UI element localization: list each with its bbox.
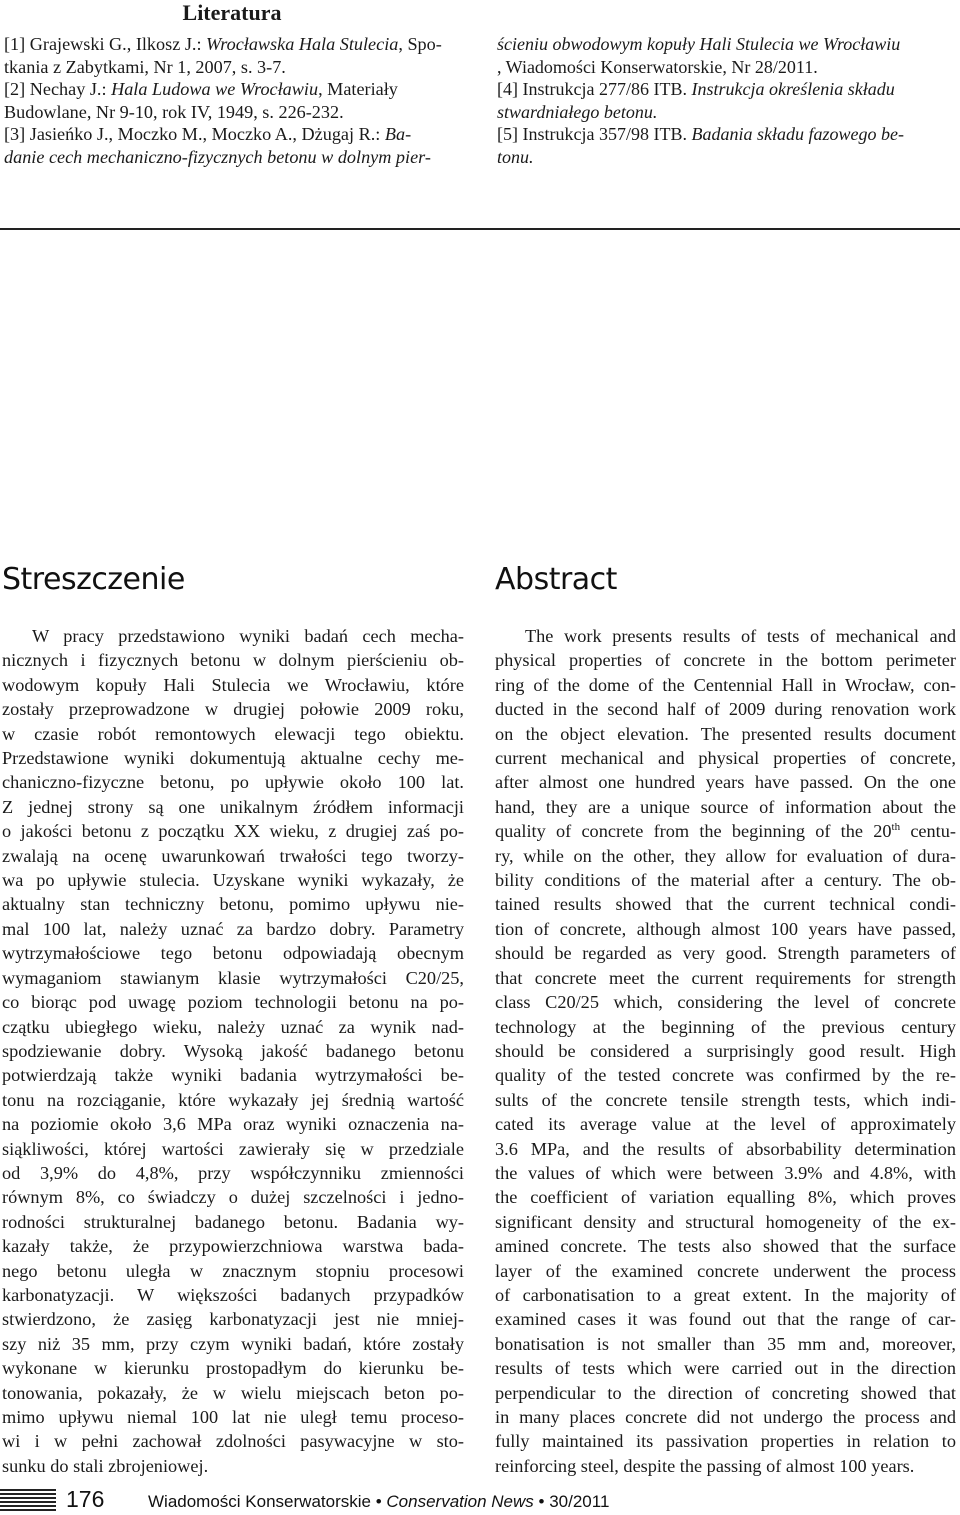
body-line: class C20/25 which, considering the level of concrete [495,992,956,1013]
body-line: karbonatyzacji. W większości badanych przypadków [2,1284,464,1305]
body-line: co biorąc pod uwagę poziom technologii betonu na po- [2,992,464,1013]
body-line: fully maintained its passivation properties in relation to [495,1431,956,1452]
journal-footer [148,1492,609,1512]
page-number: 176 [66,1486,105,1512]
body-line: tion of concrete, although almost 100 years have passed, [495,918,956,939]
reference-line: ścieniu obwodowym kopuły Hali Stulecia we Wrocławiu [497,34,901,54]
body-line: in many places concrete did not undergo the process and [495,1407,956,1427]
footer-ornament-line [0,1509,56,1511]
body-line: Z jednej strony są one unikalnym źródłem informacji [2,796,464,817]
body-line: wymaganiom stawianym klasie wytrzymałości C20/25, [2,967,464,988]
body-line: current mechanical and physical properties of concrete, [495,748,956,769]
body-line: amined concrete. The tests also showed that the surface [495,1236,956,1257]
body-line: wytrzymałościowe tego betonu odpowiadają obecnym [2,943,464,964]
body-line: kazały także, że przypowierzchniowa warstwa bada- [2,1236,464,1257]
body-line: results of tests which were carried out in the direction [495,1358,956,1379]
body-line: wodowym kopuły Hali Stulecia we Wrocławiu, które [2,674,464,695]
body-line: The work presents results of tests of mechanical and [525,626,956,646]
body-line: the coefficient of variation equalling 8%, which proves [495,1187,956,1208]
body-line: physical properties of concrete in the bottom perimeter [495,650,956,671]
reference-line: , Wiadomości Konserwatorskie, Nr 28/2011. [497,56,818,77]
body-line: that concrete meet the current requirements for strength [495,967,956,988]
body-line: nicznych i fizycznych betonu w dolnym pierścieniu ob- [2,650,464,671]
streszczenie-heading: Streszczenie [2,562,185,597]
reference-line: tonu. [497,146,534,167]
body-line: na poziomie około 3,6 MPa oraz wyniki oznaczenia na- [2,1114,464,1135]
references-heading: Literatura [182,0,282,25]
abstract-heading: Abstract [495,562,617,597]
body-line: tonowania, pokazały, że w wielu miejscach beton po- [2,1382,464,1403]
body-line: tained results showed that the current technical condi- [495,894,956,915]
body-line: zwalają na ocenę uwarunkowań trwałości tego tworzy- [2,845,464,866]
body-line: nego betonu uległa w znacznym stopniu procesowi [2,1260,464,1281]
body-line: cated its average value at the level of approximately [495,1114,956,1135]
reference-5 [497,123,959,168]
body-line: chaniczno-fizyczne betonu, po upływie około 100 lat. [2,772,464,793]
body-line: reinforcing steel, despite the passing of almost 100 years. [495,1455,915,1476]
body-line: szy niż 35 mm, przy czym wyniki badań, które zostały [2,1333,464,1354]
body-line: o jakości betonu z początku XX wieku, z drugiej zaś po- [2,821,464,842]
body-line: of carbonatisation to a great extent. In the majority of [495,1284,956,1305]
reference-line: stwardniałego betonu. [497,101,658,122]
body-line: siąkliwości, której wartości zawierały się w przedziale [2,1138,464,1159]
journal-name-en: Conservation News [386,1492,534,1511]
body-line: W pracy przedstawiono wyniki badań cech mecha- [32,626,464,646]
body-line: spodziewanie dobry. Wysoką jakość badanego betonu [2,1040,464,1061]
body-line: aktualny stan techniczny betonu, pomimo upływu nie- [2,894,464,915]
footer-bullet: • [538,1492,545,1511]
body-line: sunku do stali zbrojeniowej. [2,1455,209,1476]
body-line: hand, they are a unique source of information about the [495,796,956,817]
abstract-body [495,624,956,1478]
body-line: after almost one hundred years have passed. On the one [495,772,956,793]
footer-ornament-line [0,1489,56,1491]
footer-bullet: • [375,1492,382,1511]
reference-line: [4] Instrukcja 277/86 ITB. Instrukcja określenia składu [497,79,895,99]
body-line: 3.6 MPa, and the results of absorbability determination [495,1138,956,1159]
journal-issue: 30/2011 [549,1492,610,1511]
body-line: czątku ubiegłego wieku, należy uznać za wynik nad- [2,1016,464,1037]
streszczenie-body [2,624,464,1478]
reference-line: [2] Nechay J.: Hala Ludowa we Wrocławiu, Materiały [4,79,398,99]
body-line: w czasie robót remontowych elewacji tego obiektu. [2,723,464,744]
body-line: ring of the dome of the Centennial Hall in Wrocław, con- [495,674,956,695]
body-line: stwierdzono, że zasięg karbonatyzacji jest nie mniej- [2,1309,464,1330]
body-line: significant density and structural homogeneity of the ex- [495,1211,956,1232]
body-line: równym 8%, co świadczy o dużej szczelności i jedno- [2,1187,464,1208]
body-line: zostały przeprowadzone w drugiej połowie 2009 roku, [2,699,464,720]
reference-line: [5] Instrukcja 357/98 ITB. Badania składu fazowego be- [497,124,904,144]
footer-ornament-line [0,1497,56,1499]
body-line: bonatisation is not smaller than 35 mm and, moreover, [495,1333,956,1354]
reference-line: Budowlane, Nr 9-10, rok IV, 1949, s. 226-232. [4,101,344,122]
reference-line: [3] Jasieńko J., Moczko M., Moczko A., Dżugaj R.: Ba- [4,124,412,144]
body-line: tonu na rozciąganie, które wykazały jej średnią wartość [2,1089,464,1110]
body-line: wa po upływie stulecia. Uzyskane wyniki wykazały, że [2,870,464,891]
body-line: mimo upływu niemal 100 lat nie uległ temu proceso- [2,1407,464,1427]
body-line: Przedstawione wyniki dokumentują aktualne cechy me- [2,748,464,769]
body-line: on the object elevation. The presented results document [495,723,956,744]
body-line: layer of the examined concrete underwent the process [495,1260,956,1281]
body-line: mal 100 lat, należy uznać za bardzo dobry. Parametry [2,918,464,939]
body-line: perpendicular to the direction of concreting showed that [495,1382,956,1403]
body-line: wykonane w kierunku prostopadłym do kierunku be- [2,1358,464,1379]
body-line: sults of the concrete tensile strength tests, which indi- [495,1089,956,1110]
body-line: technology at the beginning of the previous century [495,1016,956,1037]
body-line: bility conditions of the material after a century. The ob- [495,870,956,891]
reference-line: [1] Grajewski G., Ilkosz J.: Wrocławska Hala Stulecia, Spo- [4,34,442,54]
body-line: ducted in the second half of 2009 during renovation work [495,699,956,720]
reference-line: tkania z Zabytkami, Nr 1, 2007, s. 3-7. [4,56,286,77]
reference-3 [4,123,450,168]
body-line: od 3,9% do 4,8%, przy współczynniku zmienności [2,1162,464,1183]
reference-4 [497,78,959,123]
journal-name-pl: Wiadomości Konserwatorskie [148,1492,371,1511]
body-line: ry, while on the other, they allow for evaluation of dura- [495,845,956,866]
reference-1 [4,33,450,78]
footer-ornament-line [0,1501,56,1503]
body-line: should be considered a surprisingly good result. High [495,1040,956,1061]
footer-ornament [0,1489,56,1513]
reference-line: danie cech mechaniczno-fizycznych betonu w dolnym pier- [4,146,431,167]
body-line: the values of which were between 3.9% and 4.8%, with [495,1162,956,1183]
body-line: wi i w pełni zachował zdolności pasywacyjne w sto- [2,1431,464,1452]
footer-ornament-line [0,1505,56,1507]
footer-ornament-line [0,1493,56,1495]
reference-2 [4,78,450,123]
reference-3-continued [497,33,959,78]
body-line: examined cases it was found out that the range of car- [495,1309,956,1330]
body-line: potwierdzają także wyniki badania wytrzymałości be- [2,1065,464,1086]
body-line: should be regarded as very good. Strength parameters of [495,943,956,964]
section-divider [0,228,960,230]
body-line: quality of the tested concrete was confirmed by the re- [495,1065,956,1086]
body-line: quality of concrete from the beginning of the 20th centu- [495,821,956,842]
body-line: rodności strukturalnej badanego betonu. Badania wy- [2,1211,464,1232]
